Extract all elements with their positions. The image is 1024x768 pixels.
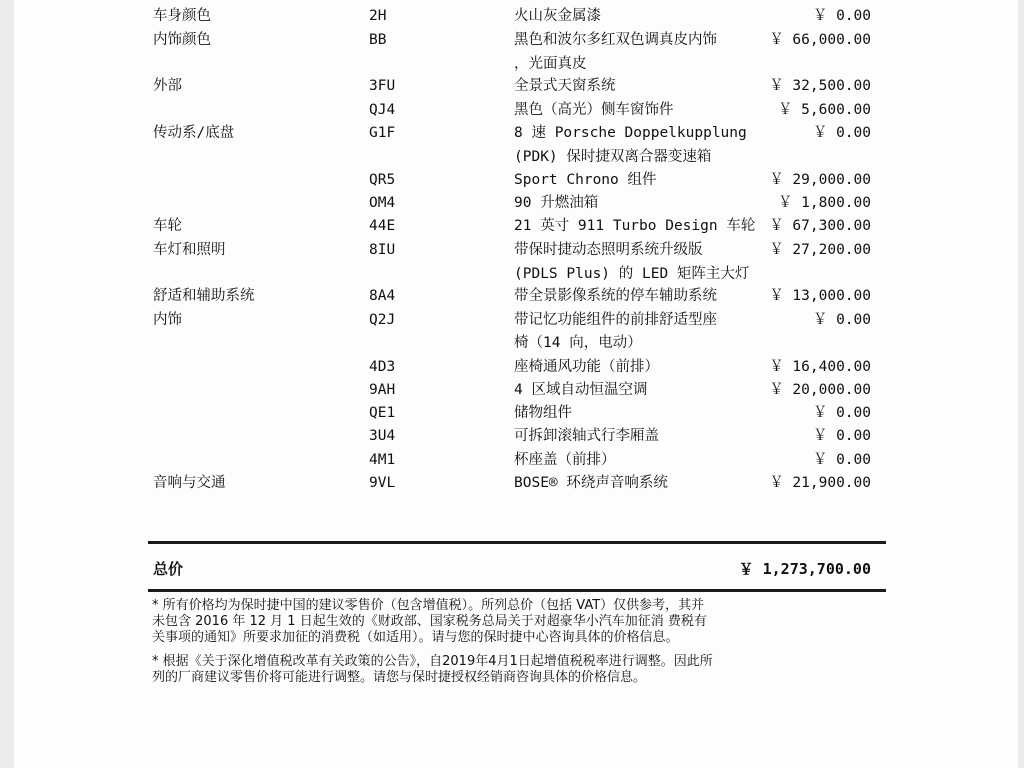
option-description: 全景式天窗系统 — [514, 78, 616, 94]
option-row — [14, 238, 1018, 262]
option-price: ￥ 0.00 — [812, 312, 871, 328]
option-description: 黑色和波尔多红双色调真皮内饰 — [514, 32, 717, 48]
option-price: ￥ 0.00 — [812, 452, 871, 468]
option-code: 9AH — [369, 382, 396, 398]
option-category: 内饰颜色 — [153, 32, 211, 48]
option-row — [14, 308, 1018, 332]
option-category: 外部 — [153, 78, 182, 94]
total-value: ￥ 1,273,700.00 — [738, 560, 871, 578]
option-description: 90 升燃油箱 — [514, 195, 599, 211]
option-description: 4 区域自动恒温空调 — [514, 382, 648, 398]
option-price: ￥ 29,000.00 — [769, 172, 871, 188]
option-row — [14, 331, 1018, 355]
option-description: (PDLS Plus) 的 LED 矩阵主大灯 — [514, 266, 750, 282]
option-category: 车轮 — [153, 218, 182, 234]
option-code: 4D3 — [369, 359, 396, 375]
option-row — [14, 448, 1018, 472]
option-code: G1F — [369, 125, 396, 141]
option-price: ￥ 1,800.00 — [777, 195, 871, 211]
total-label: 总价 — [153, 560, 184, 578]
option-price: ￥ 5,600.00 — [777, 102, 871, 118]
option-row — [14, 262, 1018, 286]
option-row — [14, 424, 1018, 448]
option-row — [14, 284, 1018, 308]
option-code: BB — [369, 32, 387, 48]
option-row — [14, 145, 1018, 169]
option-price: ￥ 16,400.00 — [769, 359, 871, 375]
option-code: 9VL — [369, 475, 396, 491]
note-line: 未包含 2016 年 12 月 1 日起生效的《财政部、国家税务总局关于对超豪华小汽车加征消 费税有 — [152, 614, 707, 629]
option-row — [14, 74, 1018, 98]
option-description: BOSE® 环绕声音响系统 — [514, 475, 668, 491]
option-category: 车灯和照明 — [153, 242, 226, 258]
option-description: 可拆卸滚轴式行李厢盖 — [514, 428, 659, 444]
note-line: 关事项的通知》所要求加征的消费税（如适用）。请与您的保时捷中心咨询具体的价格信息。 — [152, 630, 679, 645]
option-price: ￥ 0.00 — [812, 405, 871, 421]
option-category: 音响与交通 — [153, 475, 226, 491]
option-description: ，光面真皮 — [514, 56, 587, 72]
option-row — [14, 214, 1018, 238]
option-description: 带全景影像系统的停车辅助系统 — [514, 288, 717, 304]
option-code: 8A4 — [369, 288, 396, 304]
price-list-page — [14, 0, 1018, 768]
option-description: (PDK) 保时捷双离合器变速箱 — [514, 149, 712, 165]
note-line: 列的厂商建议零售价将可能进行调整。请您与保时捷授权经销商咨询具体的价格信息。 — [152, 670, 647, 685]
option-price: ￥ 0.00 — [812, 8, 871, 24]
option-code: Q2J — [369, 312, 396, 328]
option-code: OM4 — [369, 195, 396, 211]
option-price: ￥ 20,000.00 — [769, 382, 871, 398]
option-category: 车身颜色 — [153, 8, 211, 24]
option-description: 杯座盖（前排） — [514, 452, 616, 468]
option-row — [14, 355, 1018, 379]
option-code: 3U4 — [369, 428, 396, 444]
option-row — [14, 401, 1018, 425]
note-line: * 所有价格均为保时捷中国的建议零售价（包含增值税）。所列总价（包括 VAT）仅供参考，其并 — [152, 598, 705, 613]
option-price: ￥ 13,000.00 — [769, 288, 871, 304]
option-price: ￥ 66,000.00 — [769, 32, 871, 48]
option-description: 储物组件 — [514, 405, 572, 421]
option-row — [14, 28, 1018, 52]
option-code: QE1 — [369, 405, 396, 421]
option-price: ￥ 32,500.00 — [769, 78, 871, 94]
option-code: 8IU — [369, 242, 396, 258]
option-price: ￥ 0.00 — [812, 125, 871, 141]
option-description: Sport Chrono 组件 — [514, 172, 657, 188]
option-row — [14, 121, 1018, 145]
option-category: 舒适和辅助系统 — [153, 288, 255, 304]
note-vat — [152, 598, 892, 646]
option-description: 椅（14 向，电动） — [514, 335, 642, 351]
option-price: ￥ 67,300.00 — [769, 218, 871, 234]
option-code: 44E — [369, 218, 396, 234]
option-price: ￥ 27,200.00 — [769, 242, 871, 258]
note-tax-adjustment — [152, 654, 892, 686]
option-category: 内饰 — [153, 312, 182, 328]
option-row — [14, 378, 1018, 402]
option-code: 2H — [369, 8, 387, 24]
note-line: * 根据《关于深化增值税改革有关政策的公告》，自2019年4月1日起增值税税率进行调整。因此所 — [152, 654, 713, 669]
option-row — [14, 52, 1018, 76]
total-rule-top — [148, 541, 886, 544]
option-code: 4M1 — [369, 452, 396, 468]
option-description: 21 英寸 911 Turbo Design 车轮 — [514, 218, 756, 234]
option-description: 火山灰金属漆 — [514, 8, 601, 24]
option-row — [14, 4, 1018, 28]
option-description: 带记忆功能组件的前排舒适型座 — [514, 312, 717, 328]
option-row — [14, 98, 1018, 122]
option-price: ￥ 21,900.00 — [769, 475, 871, 491]
option-category: 传动系/底盘 — [153, 125, 235, 141]
total-rule-bottom — [148, 589, 886, 592]
option-price: ￥ 0.00 — [812, 428, 871, 444]
option-row — [14, 471, 1018, 495]
option-row — [14, 168, 1018, 192]
option-code: QR5 — [369, 172, 396, 188]
option-code: 3FU — [369, 78, 396, 94]
option-description: 座椅通风功能（前排） — [514, 359, 659, 375]
option-code: QJ4 — [369, 102, 396, 118]
option-description: 带保时捷动态照明系统升级版 — [514, 242, 703, 258]
option-description: 黑色（高光）侧车窗饰件 — [514, 102, 674, 118]
option-row — [14, 191, 1018, 215]
option-description: 8 速 Porsche Doppelkupplung — [514, 125, 747, 141]
